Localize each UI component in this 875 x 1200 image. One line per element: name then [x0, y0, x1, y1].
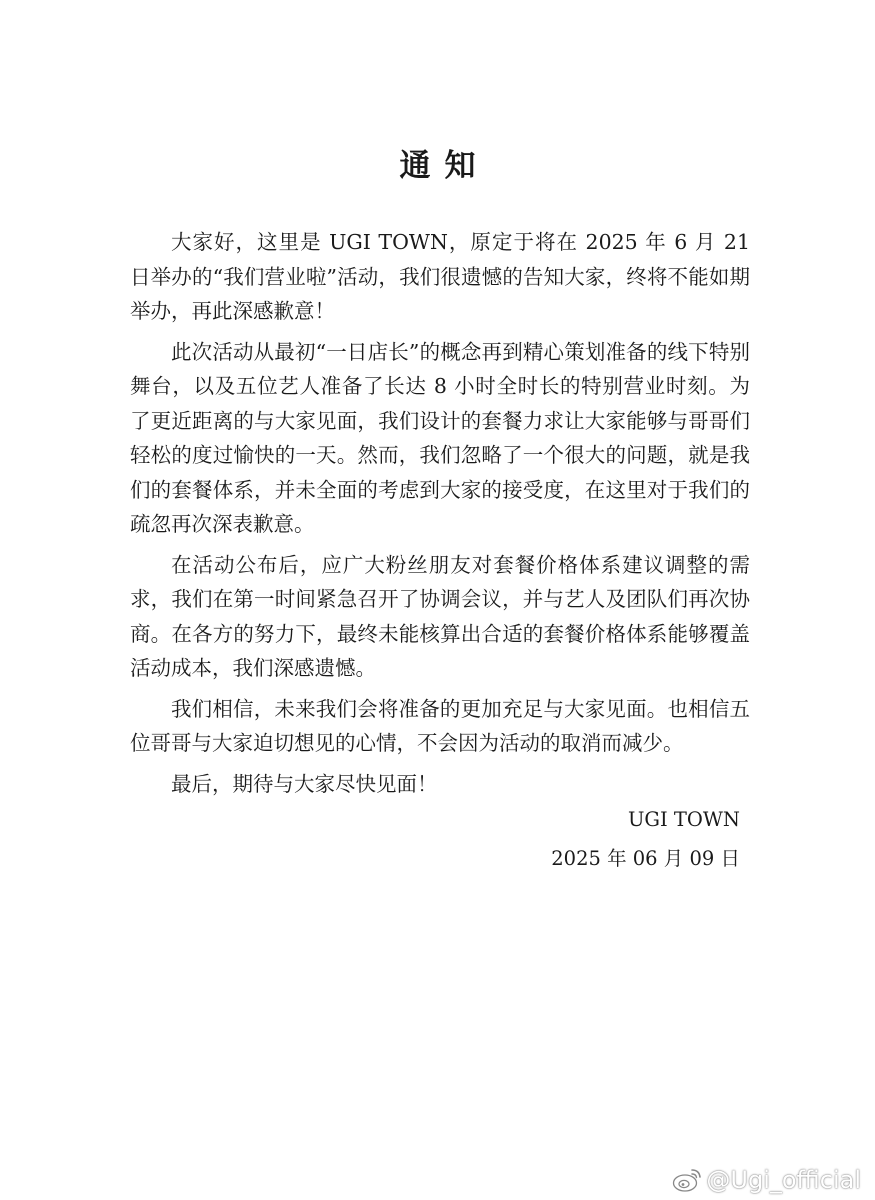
paragraph-negotiation: 在活动公布后，应广大粉丝朋友对套餐价格体系建议调整的需求，我们在第一时间紧急召开了协调会议，并与艺人及团队们再次协商。在各方的努力下，最终未能核算出合适的套餐价格体系能够覆盖活动成本，我们深感遗憾。	[130, 552, 750, 680]
weibo-watermark	[672, 1166, 861, 1194]
paragraph-greeting: 大家好，这里是 UGI TOWN，原定于将在 2025 年 6 月 21 日举办的“我们营业啦”活动，我们很遗憾的告知大家，终将不能如期举办，再此深感歉意！	[130, 230, 750, 323]
watermark-handle: @Ugi_official	[706, 1166, 861, 1194]
paragraph-event-description: 此次活动从最初“一日店长”的概念再到精心策划准备的线下特别舞台，以及五位艺人准备了长达 8 小时全时长的特别营业时刻。为了更近距离的与大家见面，我们设计的套餐力求让大家能够与哥哥们轻松的度过愉快的一天。然而，我们忽略了一个很大的问题，就是我们的套餐体系，并未全面的考虑到大家的接受度，在这里对于我们的疏忽再次深表歉意。	[130, 339, 750, 536]
notice-title: 通知	[399, 148, 490, 184]
notice-body	[130, 225, 750, 807]
weibo-icon	[672, 1167, 702, 1193]
paragraph-closing: 最后，期待与大家尽快见面！	[171, 771, 438, 796]
paragraph-future: 我们相信，未来我们会将准备的更加充足与大家见面。也相信五位哥哥与大家迫切想见的心情，不会因为活动的取消而减少。	[130, 696, 750, 755]
signature-org: UGI TOWN	[627, 808, 740, 831]
signature-block	[551, 800, 740, 878]
signature-date: 2025 年 06 月 09 日	[551, 847, 740, 870]
